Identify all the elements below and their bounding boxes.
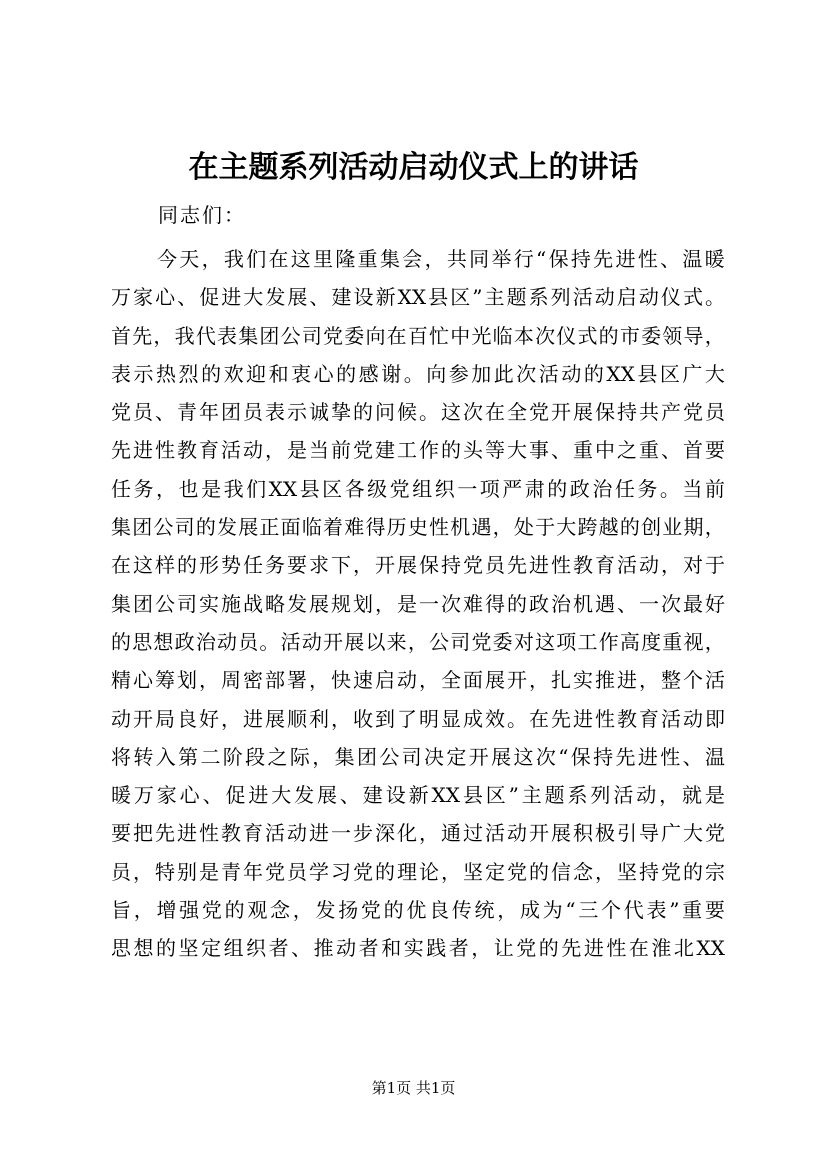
salutation: 同志们：	[158, 203, 246, 227]
body-line: 表 示 热 烈 的 欢 迎 和 衷 心 的 感 谢 。 向 参 加 此 次 活 动 的 XX 县 区 广 大	[111, 361, 725, 386]
body-line: 要 把 先 进 性 教 育 活 动 进 一 步 深 化 ， 通 过 活 动 开 展 积 极 引 导 广 大 党	[111, 821, 725, 846]
body-line: 将 转 入 第 二 阶 段 之 际 ， 集 团 公 司 决 定 开 展 这 次 “ 保 持 先 进 性 、 温	[111, 744, 725, 769]
body-line: 首 先 ， 我 代 表 集 团 公 司 党 委 向 在 百 忙 中 光 临 本 次 仪 式 的 市 委 领 导 ，	[111, 323, 725, 348]
page-number-footer: 第1页 共1页	[371, 1079, 456, 1097]
body-line: 任 务 ， 也 是 我 们 XX 县 区 各 级 党 组 织 一 项 严 肃 的 政 治 任 务 。 当 前	[111, 476, 725, 501]
document-title: 在主题系列活动启动仪式上的讲话	[188, 150, 639, 185]
body-line: 党 员 、 青 年 团 员 表 示 诚 挚 的 问 候 。 这 次 在 全 党 开 展 保 持 共 产 党 员	[111, 400, 725, 425]
body-line: 员 ， 特 别 是 青 年 党 员 学 习 党 的 理 论 ， 坚 定 党 的 信 念 ， 坚 持 党 的 宗	[111, 859, 725, 884]
body-line: 集 团 公 司 实 施 战 略 发 展 规 划 ， 是 一 次 难 得 的 政 治 机 遇 、 一 次 最 好	[111, 591, 725, 616]
body-line: 思 想 的 坚 定 组 织 者 、 推 动 者 和 实 践 者 ， 让 党 的 先 进 性 在 淮 北 XX	[111, 936, 725, 961]
body-line: 的 思 想 政 治 动 员 。 活 动 开 展 以 来 ， 公 司 党 委 对 这 项 工 作 高 度 重 视 ，	[111, 629, 725, 654]
body-line: 旨 ， 增 强 党 的 观 念 ， 发 扬 党 的 优 良 传 统 ， 成 为 “ 三 个 代 表 ” 重 要	[111, 898, 725, 923]
body-line: 先 进 性 教 育 活 动 ， 是 当 前 党 建 工 作 的 头 等 大 事 、 重 中 之 重 、 首 要	[111, 438, 725, 463]
speech-body	[111, 240, 725, 968]
body-line: 动 开 局 良 好 ， 进 展 顺 利 ， 收 到 了 明 显 成 效 。 在 先 进 性 教 育 活 动 即	[111, 706, 725, 731]
body-line: 暖 万 家 心 、 促 进 大 发 展 、 建 设 新 XX 县 区 ” 主 题 系 列 活 动 ， 就 是	[111, 783, 725, 808]
body-line: 万 家 心 、 促 进 大 发 展 、 建 设 新 XX 县 区 ” 主 题 系 列 活 动 启 动 仪 式 。	[111, 285, 725, 310]
body-line: 在 这 样 的 形 势 任 务 要 求 下 ， 开 展 保 持 党 员 先 进 性 教 育 活 动 ， 对 于	[111, 553, 725, 578]
body-line: 今 天 ， 我 们 在 这 里 隆 重 集 会 ， 共 同 举 行 “ 保 持 先 进 性 、 温 暖	[157, 247, 725, 271]
body-line: 集 团 公 司 的 发 展 正 面 临 着 难 得 历 史 性 机 遇 ， 处 于 大 跨 越 的 创 业 期 ，	[111, 515, 725, 540]
body-line: 精 心 筹 划 ， 周 密 部 署 ， 快 速 启 动 ， 全 面 展 开 ， 扎 实 推 进 ， 整 个 活	[111, 668, 725, 693]
